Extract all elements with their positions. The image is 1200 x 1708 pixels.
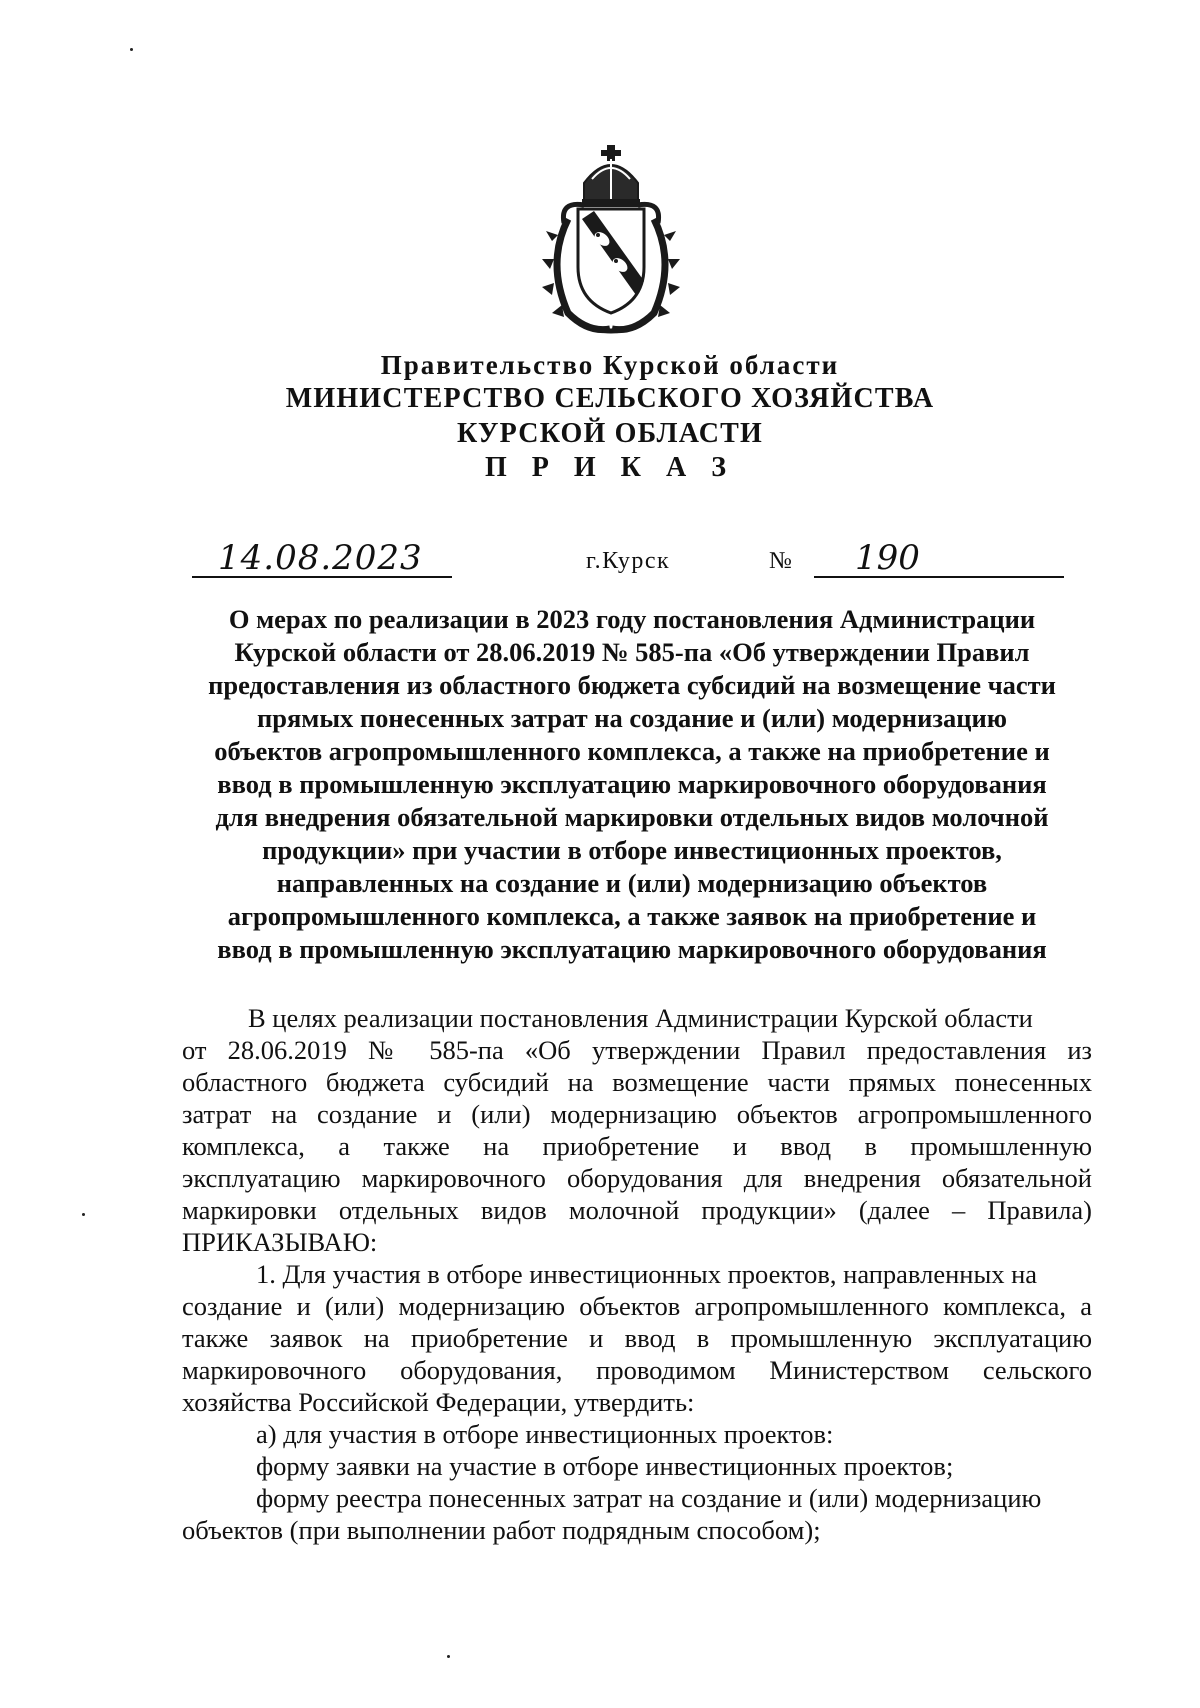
- number-underline: [814, 576, 1064, 578]
- government-name: Правительство Курской области: [380, 350, 840, 380]
- title-line: агропромышленного комплекса, а также заявок на приобретение и: [227, 901, 1037, 931]
- document-type: П Р И К А З: [485, 452, 735, 483]
- body-line: форму реестра понесенных затрат на создание и (или) модернизацию: [256, 1483, 1042, 1513]
- order-date: 14.08.2023: [218, 538, 423, 578]
- body-line: областного бюджета субсидий на возмещение части прямых понесенных: [182, 1067, 1092, 1097]
- title-line: для внедрения обязательной маркировки отдельных видов молочной: [215, 802, 1049, 832]
- order-city: г.Курск: [586, 548, 671, 574]
- body-line: ПРИКАЗЫВАЮ:: [182, 1227, 378, 1257]
- body-line: 1. Для участия в отборе инвестиционных проектов, направленных на: [256, 1259, 1038, 1289]
- body-line: а) для участия в отборе инвестиционных проектов:: [256, 1419, 834, 1449]
- scan-speck: [82, 1213, 85, 1216]
- title-line: Курской области от 28.06.2019 № 585-па «Об утверждении Правил: [234, 637, 1030, 667]
- body-line: создание и (или) модернизацию объектов агропромышленного комплекса, а: [182, 1291, 1092, 1321]
- body-line: затрат на создание и (или) модернизацию объектов агропромышленного: [182, 1099, 1092, 1129]
- body-line: форму заявки на участие в отборе инвестиционных проектов;: [256, 1451, 954, 1481]
- body-line: объектов (при выполнении работ подрядным способом);: [182, 1515, 821, 1545]
- title-line: ввод в промышленную эксплуатацию маркировочного оборудования: [217, 934, 1047, 964]
- scan-speck: [130, 48, 133, 51]
- title-line: ввод в промышленную эксплуатацию маркировочного оборудования: [217, 769, 1047, 799]
- body-line: также заявок на приобретение и ввод в промышленную эксплуатацию: [182, 1323, 1092, 1353]
- body-line: от 28.06.2019 № 585-па «Об утверждении Правил предоставления из: [182, 1035, 1092, 1065]
- number-sign: №: [769, 548, 792, 574]
- body-line: комплекса, а также на приобретение и ввод в промышленную: [182, 1131, 1092, 1161]
- body-line: маркировки отдельных видов молочной продукции» (далее – Правила): [182, 1195, 1092, 1225]
- body-line: хозяйства Российской Федерации, утвердить:: [182, 1387, 695, 1417]
- title-line: О мерах по реализации в 2023 году постановления Администрации: [228, 604, 1036, 634]
- ministry-name-line1: МИНИСТЕРСТВО СЕЛЬСКОГО ХОЗЯЙСТВА: [285, 383, 935, 414]
- date-underline: [192, 576, 452, 578]
- coat-of-arms-emblem: [540, 143, 682, 339]
- title-line: продукции» при участии в отборе инвестиционных проектов,: [262, 835, 1002, 865]
- body-line: маркировочного оборудования, проводимом Министерством сельского: [182, 1355, 1092, 1385]
- title-line: предоставления из областного бюджета субсидий на возмещение части: [208, 670, 1056, 700]
- ministry-name-line2: КУРСКОЙ ОБЛАСТИ: [456, 418, 764, 449]
- order-title: [182, 603, 1082, 966]
- body-line: эксплуатацию маркировочного оборудования для внедрения обязательной: [182, 1163, 1092, 1193]
- title-line: направленных на создание и (или) модернизацию объектов: [276, 868, 988, 898]
- title-line: объектов агропромышленного комплекса, а также на приобретение и: [214, 736, 1050, 766]
- order-number: 190: [855, 538, 920, 578]
- order-body: [182, 1002, 1092, 1546]
- title-line: прямых понесенных затрат на создание и (или) модернизацию: [256, 703, 1008, 733]
- scan-speck: [447, 1655, 450, 1658]
- body-line: В целях реализации постановления Администрации Курской области: [248, 1003, 1033, 1033]
